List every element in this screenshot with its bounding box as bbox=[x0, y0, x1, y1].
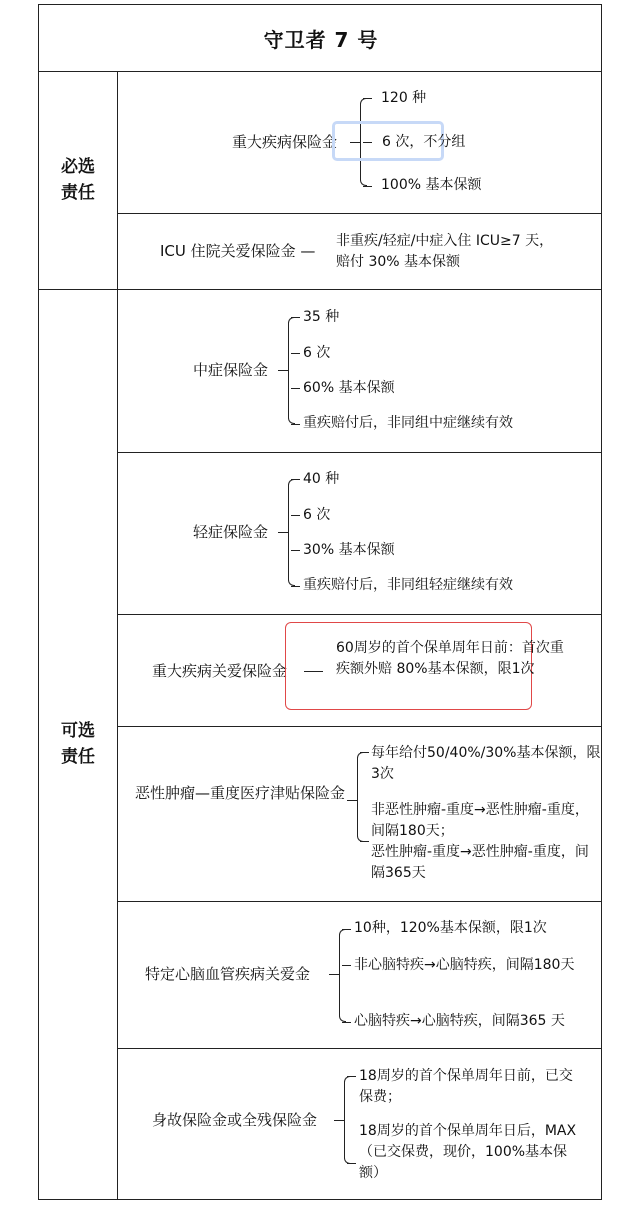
divider bbox=[117, 71, 118, 1199]
divider bbox=[117, 1048, 601, 1049]
connector bbox=[363, 98, 372, 99]
connector bbox=[291, 353, 300, 354]
row-title: 身故保险金或全残保险金 bbox=[152, 1111, 318, 1129]
connector bbox=[342, 965, 351, 966]
row-title: 轻症保险金 bbox=[193, 523, 269, 541]
item-text: 30% 基本保额 bbox=[303, 542, 395, 558]
bracket bbox=[339, 929, 346, 1022]
row-title: 中症保险金 bbox=[193, 361, 269, 379]
section-label-required: 必选 责任 bbox=[61, 157, 95, 203]
divider bbox=[117, 213, 601, 214]
table-title: 守卫者 7 号 bbox=[263, 27, 379, 52]
item-text: 35 种 bbox=[303, 309, 340, 325]
connector bbox=[291, 550, 300, 551]
divider bbox=[39, 289, 601, 290]
connector bbox=[291, 388, 300, 389]
connector bbox=[278, 370, 288, 371]
row-title: 恶性肿瘤—重度医疗津贴保险金 bbox=[135, 784, 346, 802]
item-text: 重疾赔付后，非同组轻症继续有效 bbox=[303, 577, 513, 593]
connector bbox=[347, 1163, 356, 1164]
item-text: 60% 基本保额 bbox=[303, 380, 395, 396]
connector bbox=[291, 317, 300, 318]
divider bbox=[117, 726, 601, 727]
divider bbox=[117, 614, 601, 615]
connector bbox=[334, 1120, 344, 1121]
item-text: 10种，120%基本保额，限1次 bbox=[354, 920, 547, 936]
item-text: 100% 基本保额 bbox=[381, 177, 482, 193]
connector bbox=[360, 841, 369, 842]
item-text: 18周岁的首个保单周年日后，MAX（已交保费，现价，100%基本保额） bbox=[359, 1123, 577, 1181]
connector bbox=[291, 586, 300, 587]
item-text: 非心脑特疾→心脑特疾，间隔180天 bbox=[354, 957, 575, 973]
row-title: 重大疾病保险金 bbox=[232, 133, 338, 151]
item-text: 18周岁的首个保单周年日前，已交保费； bbox=[359, 1068, 573, 1105]
connector bbox=[278, 532, 288, 533]
connector bbox=[342, 1022, 351, 1023]
item-text: 心脑特疾→心脑特疾，间隔365 天 bbox=[354, 1013, 565, 1029]
item-text: 非恶性肿瘤-重度→恶性肿瘤-重度，间隔180天； bbox=[371, 802, 589, 839]
item-text: 每年给付50/40%/30%基本保额，限3次 bbox=[371, 745, 601, 782]
section-label-optional: 可选 责任 bbox=[61, 721, 95, 767]
item-text: 6 次 bbox=[303, 507, 331, 523]
connector bbox=[342, 929, 351, 930]
bracket bbox=[288, 479, 295, 586]
bracket bbox=[357, 752, 364, 842]
item-text: 重疾赔付后，非同组中症继续有效 bbox=[303, 415, 513, 431]
connector bbox=[347, 800, 357, 801]
item-text: 120 种 bbox=[381, 90, 427, 106]
divider bbox=[117, 901, 601, 902]
row-title: 重大疾病关爱保险金 bbox=[152, 662, 288, 680]
item-text: 40 种 bbox=[303, 471, 340, 487]
bracket bbox=[344, 1076, 351, 1164]
connector bbox=[347, 1076, 356, 1077]
connector bbox=[291, 515, 300, 516]
item-text: 60周岁的首个保单周年日前：首次重疾额外赔 80%基本保额，限1次 bbox=[336, 640, 564, 677]
divider bbox=[117, 452, 601, 453]
row-title: ICU 住院关爱保险金 — bbox=[160, 242, 316, 260]
item-text: 非重疾/轻症/中症入住 ICU≥7 天， 赔付 30% 基本保额 bbox=[336, 233, 554, 270]
connector bbox=[360, 752, 369, 753]
connector bbox=[363, 186, 372, 187]
item-text: 6 次，不分组 bbox=[382, 134, 466, 150]
connector bbox=[291, 479, 300, 480]
row-title: 特定心脑血管疾病关爱金 bbox=[145, 965, 311, 983]
item-text: 恶性肿瘤-重度→恶性肿瘤-重度，间隔365天 bbox=[371, 844, 589, 881]
bracket bbox=[288, 317, 295, 424]
connector bbox=[329, 974, 339, 975]
divider bbox=[39, 71, 601, 72]
item-text: 6 次 bbox=[303, 345, 331, 361]
connector bbox=[291, 424, 300, 425]
